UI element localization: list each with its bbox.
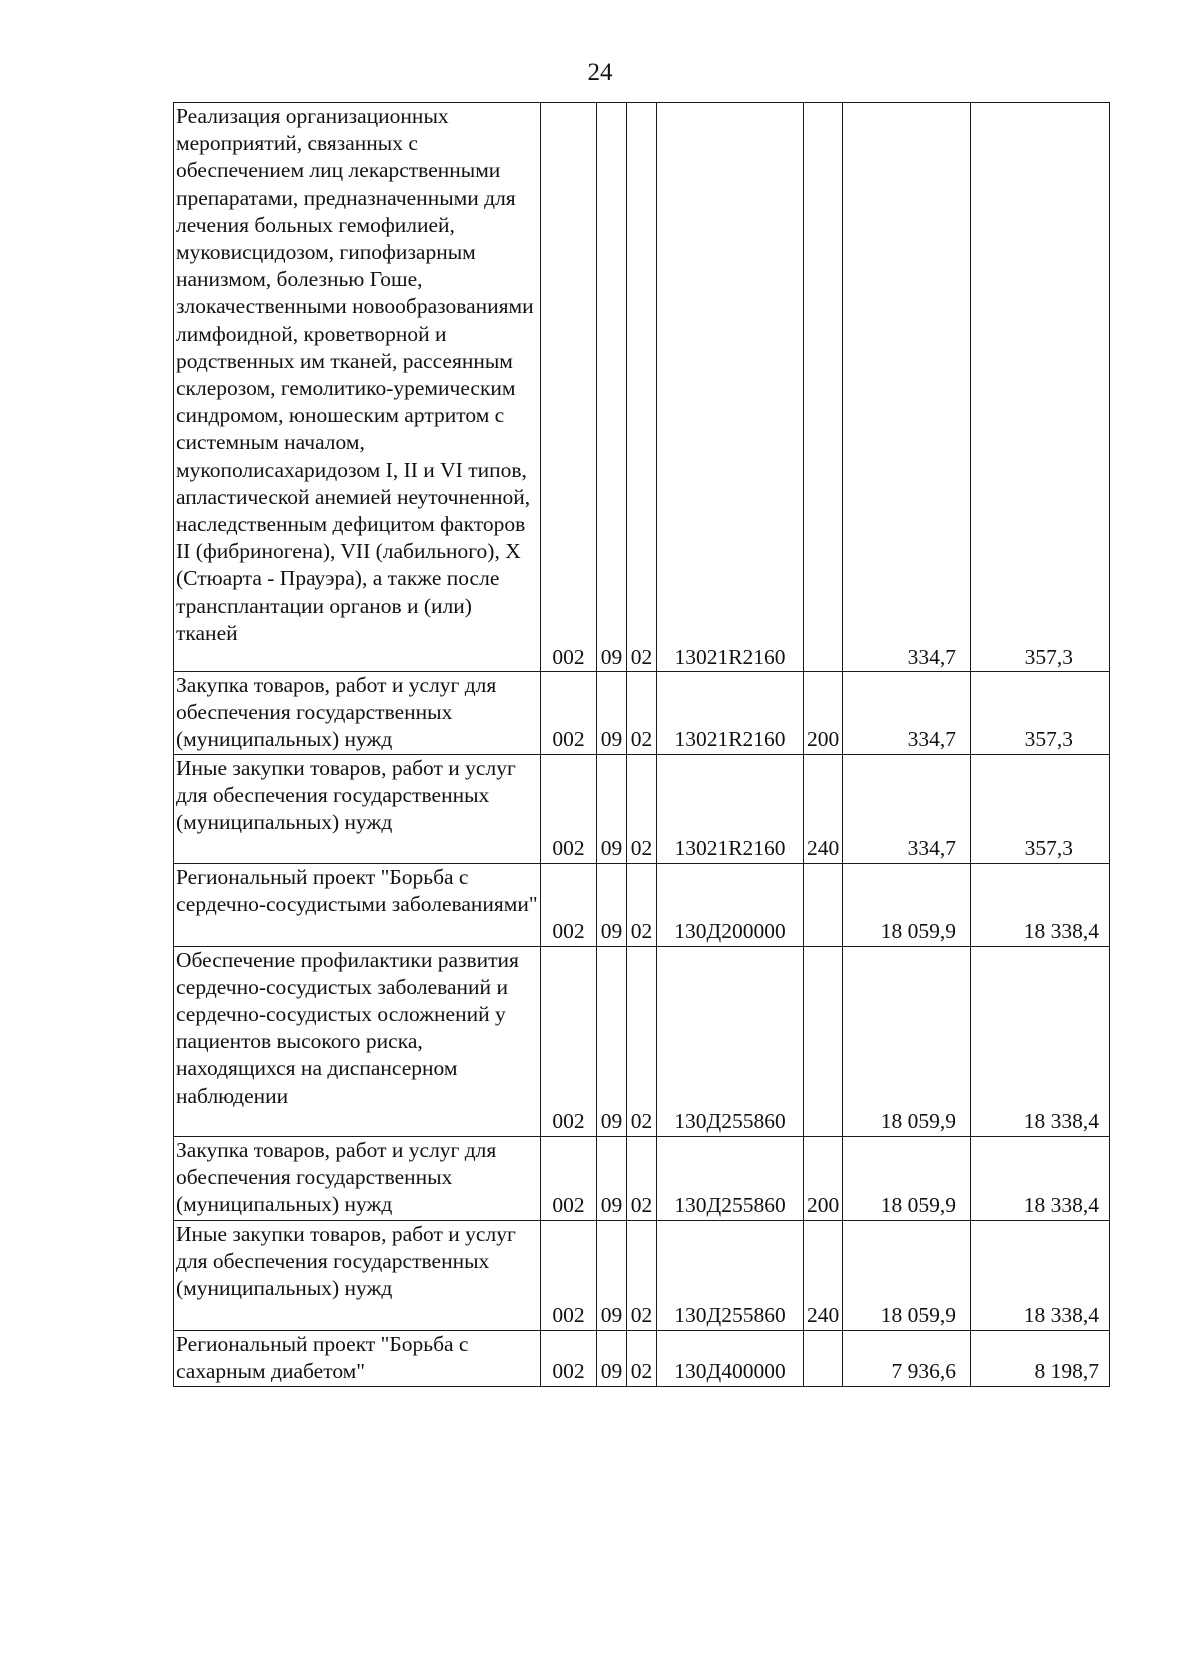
row-name-cell: Реализация организационных мероприятий, связанных с обеспечением лиц лекарственными препаратами, предназначенными для лечения больных гемофилией, муковисцидозом, гипофизарным нанизмом, болезнью Гоше, злокачественными новообразованиями лимфоидной, кроветворной и родственных им тканей, рассеянным склерозом, гемолитико-уремическим синдромом, юношеским артритом с системным началом, мукополисахаридозом I, II и VI типов, апластической анемией неуточненной, наследственным дефицитом факторов II (фибриногена), VII (лабильного), X (Стюарта - Прауэра), а также после трансплантации органов и (или) тканей: [174, 103, 541, 672]
target-article-cell: 130Д400000: [657, 1330, 804, 1386]
sum-year2-cell: 18 338,4: [971, 863, 1110, 946]
target-article-cell: 13021R2160: [657, 103, 804, 672]
expense-type-cell: [804, 863, 843, 946]
expense-type-cell: 200: [804, 1136, 843, 1220]
target-article-cell: 13021R2160: [657, 672, 804, 755]
page-number: 24: [587, 59, 613, 86]
row-name-cell: Закупка товаров, работ и услуг для обеспечения государственных (муниципальных) нужд: [174, 672, 541, 755]
section-code-cell: 09: [597, 754, 627, 863]
subsection-code-cell: 02: [627, 672, 657, 755]
sum-year2-cell: 8 198,7: [971, 1330, 1110, 1386]
sum-year1-cell: 18 059,9: [843, 946, 971, 1136]
subsection-code-cell: 02: [627, 754, 657, 863]
subsection-code-cell: 02: [627, 1330, 657, 1386]
row-name-cell: Региональный проект "Борьба с сердечно-сосудистыми заболеваниями": [174, 863, 541, 946]
table-row: [174, 1330, 1110, 1386]
budget-table: [173, 102, 1110, 1387]
table-body: [174, 103, 1110, 1387]
expense-type-cell: [804, 1330, 843, 1386]
row-name-cell: Закупка товаров, работ и услуг для обеспечения государственных (муниципальных) нужд: [174, 1136, 541, 1220]
row-name-cell: Иные закупки товаров, работ и услуг для обеспечения государственных (муниципальных) нужд: [174, 1220, 541, 1330]
table-row: [174, 672, 1110, 755]
target-article-cell: 130Д255860: [657, 1136, 804, 1220]
section-code-cell: 09: [597, 946, 627, 1136]
ministry-code-cell: 002: [541, 863, 597, 946]
expense-type-cell: 240: [804, 1220, 843, 1330]
subsection-code-cell: 02: [627, 1136, 657, 1220]
subsection-code-cell: 02: [627, 103, 657, 672]
sum-year2-cell: 18 338,4: [971, 946, 1110, 1136]
section-code-cell: 09: [597, 1330, 627, 1386]
ministry-code-cell: 002: [541, 103, 597, 672]
target-article-cell: 13021R2160: [657, 754, 804, 863]
expense-type-cell: 200: [804, 672, 843, 755]
target-article-cell: 130Д255860: [657, 1220, 804, 1330]
expense-type-cell: [804, 946, 843, 1136]
ministry-code-cell: 002: [541, 1136, 597, 1220]
expense-type-cell: 240: [804, 754, 843, 863]
sum-year1-cell: 18 059,9: [843, 863, 971, 946]
sum-year2-cell: 357,3: [971, 672, 1110, 755]
sum-year1-cell: 7 936,6: [843, 1330, 971, 1386]
section-code-cell: 09: [597, 1220, 627, 1330]
expense-type-cell: [804, 103, 843, 672]
sum-year1-cell: 334,7: [843, 103, 971, 672]
sum-year1-cell: 334,7: [843, 754, 971, 863]
section-code-cell: 09: [597, 103, 627, 672]
table-row: [174, 946, 1110, 1136]
ministry-code-cell: 002: [541, 946, 597, 1136]
sum-year2-cell: 357,3: [971, 754, 1110, 863]
sum-year2-cell: 357,3: [971, 103, 1110, 672]
sum-year1-cell: 18 059,9: [843, 1136, 971, 1220]
table-row: [174, 1220, 1110, 1330]
ministry-code-cell: 002: [541, 672, 597, 755]
table-row: [174, 863, 1110, 946]
row-name-cell: Обеспечение профилактики развития сердечно-сосудистых заболеваний и сердечно-сосудистых осложнений у пациентов высокого риска, находящихся на диспансерном наблюдении: [174, 946, 541, 1136]
section-code-cell: 09: [597, 863, 627, 946]
ministry-code-cell: 002: [541, 1330, 597, 1386]
target-article-cell: 130Д255860: [657, 946, 804, 1136]
ministry-code-cell: 002: [541, 754, 597, 863]
subsection-code-cell: 02: [627, 1220, 657, 1330]
table-row: [174, 103, 1110, 672]
row-name-cell: Региональный проект "Борьба с сахарным диабетом": [174, 1330, 541, 1386]
target-article-cell: 130Д200000: [657, 863, 804, 946]
sum-year2-cell: 18 338,4: [971, 1136, 1110, 1220]
subsection-code-cell: 02: [627, 863, 657, 946]
section-code-cell: 09: [597, 1136, 627, 1220]
subsection-code-cell: 02: [627, 946, 657, 1136]
section-code-cell: 09: [597, 672, 627, 755]
row-name-cell: Иные закупки товаров, работ и услуг для обеспечения государственных (муниципальных) нужд: [174, 754, 541, 863]
sum-year1-cell: 18 059,9: [843, 1220, 971, 1330]
ministry-code-cell: 002: [541, 1220, 597, 1330]
table-row: [174, 754, 1110, 863]
sum-year2-cell: 18 338,4: [971, 1220, 1110, 1330]
table-row: [174, 1136, 1110, 1220]
sum-year1-cell: 334,7: [843, 672, 971, 755]
